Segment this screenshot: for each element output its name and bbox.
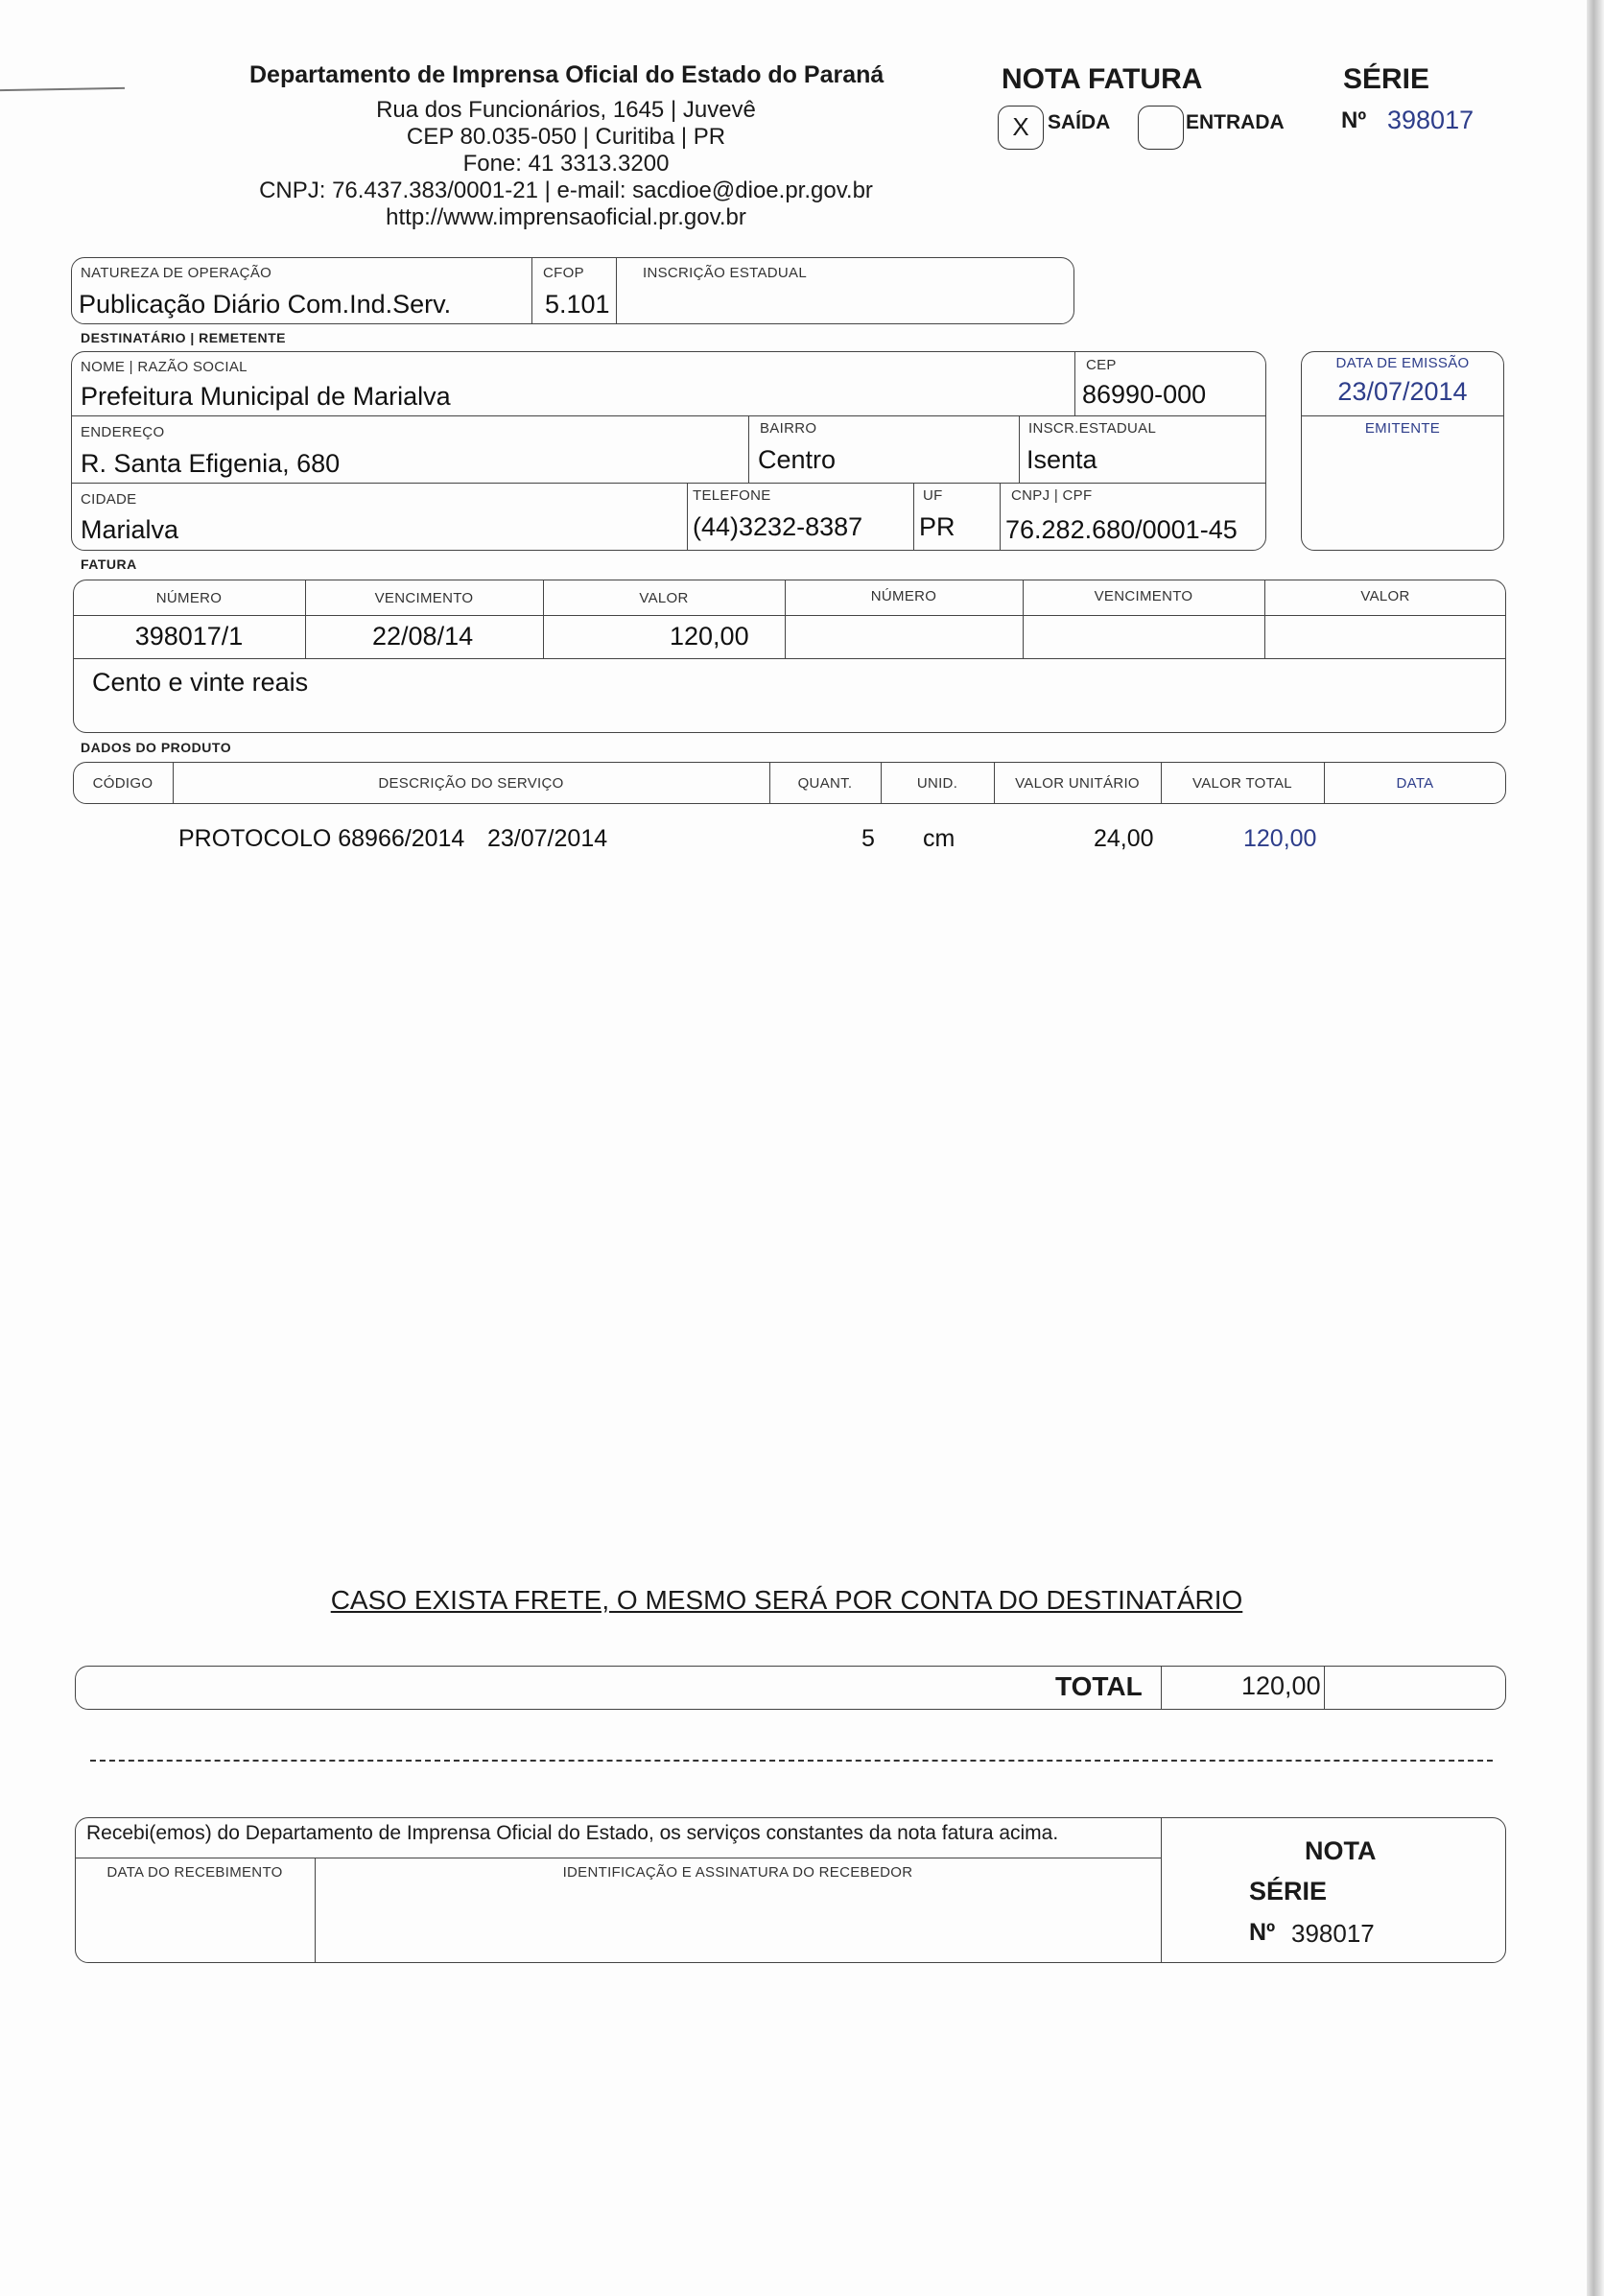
cfop-label: CFOP bbox=[543, 265, 584, 281]
entrada-label: ENTRADA bbox=[1186, 111, 1285, 133]
cut-line bbox=[90, 1760, 1493, 1762]
destinatario-title: DESTINATÁRIO | REMETENTE bbox=[81, 330, 286, 345]
fatura-header-numero-1: NÚMERO bbox=[155, 590, 223, 606]
serie-title: SÉRIE bbox=[1343, 63, 1430, 95]
produto-header-unid: UNID. bbox=[916, 775, 958, 792]
cep-value: 86990-000 bbox=[1082, 380, 1207, 409]
cfop-value: 5.101 bbox=[545, 290, 610, 319]
nome-value: Prefeitura Municipal de Marialva bbox=[81, 382, 451, 411]
recibo-data-label: DATA DO RECEBIMENTO bbox=[106, 1864, 283, 1881]
recibo-numero-value: 398017 bbox=[1291, 1919, 1375, 1948]
fatura-valor-value: 120,00 bbox=[670, 622, 749, 651]
numero-value: 398017 bbox=[1387, 106, 1474, 134]
bairro-value: Centro bbox=[758, 445, 837, 474]
produto-title: DADOS DO PRODUTO bbox=[81, 740, 232, 755]
recibo-nota-label: NOTA bbox=[1305, 1836, 1377, 1865]
cidade-label: CIDADE bbox=[81, 491, 137, 508]
emitente-label: EMITENTE bbox=[1364, 420, 1441, 437]
issuer-address: Rua dos Funcionários, 1645 | Juvevê bbox=[376, 97, 756, 123]
recibo-assinatura-label: IDENTIFICAÇÃO E ASSINATURA DO RECEBEDOR bbox=[562, 1864, 913, 1881]
natureza-label: NATUREZA DE OPERAÇÃO bbox=[81, 265, 272, 281]
recibo-numero-label: Nº bbox=[1249, 1919, 1276, 1946]
issuer-block bbox=[249, 61, 885, 231]
item-data: 23/07/2014 bbox=[487, 825, 608, 852]
produto-header-descricao: DESCRIÇÃO DO SERVIÇO bbox=[378, 775, 564, 792]
produto-header-codigo: CÓDIGO bbox=[92, 775, 153, 792]
cep-label: CEP bbox=[1086, 357, 1117, 373]
endereco-value: R. Santa Efigenia, 680 bbox=[81, 449, 341, 478]
produto-header-data: DATA bbox=[1396, 775, 1434, 792]
recibo-serie-label: SÉRIE bbox=[1249, 1877, 1328, 1905]
data-emissao-value: 23/07/2014 bbox=[1337, 377, 1468, 406]
fatura-extenso: Cento e vinte reais bbox=[92, 668, 309, 697]
uf-value: PR bbox=[919, 512, 955, 541]
saida-checkbox[interactable]: X bbox=[998, 106, 1044, 150]
fatura-header-numero-2: NÚMERO bbox=[870, 588, 937, 604]
natureza-value: Publicação Diário Com.Ind.Serv. bbox=[79, 290, 452, 319]
fatura-header-vencimento-1: VENCIMENTO bbox=[374, 590, 474, 606]
produto-header-valor-total: VALOR TOTAL bbox=[1192, 775, 1292, 792]
produto-header-valor-unitario: VALOR UNITÁRIO bbox=[1015, 775, 1140, 792]
telefone-label: TELEFONE bbox=[693, 487, 771, 504]
cnpj-value: 76.282.680/0001-45 bbox=[1005, 515, 1238, 544]
fatura-header-valor-2: VALOR bbox=[1360, 588, 1410, 604]
scan-mark bbox=[0, 87, 125, 91]
nome-label: NOME | RAZÃO SOCIAL bbox=[81, 359, 248, 375]
fatura-title: FATURA bbox=[81, 556, 137, 572]
item-descricao: PROTOCOLO 68966/2014 bbox=[178, 825, 465, 852]
issuer-cep: CEP 80.035-050 | Curitiba | PR bbox=[406, 124, 726, 150]
recibo-text: Recebi(emos) do Departamento de Imprensa Oficial do Estado, os serviços constantes da nota fatura acima. bbox=[86, 1822, 1059, 1844]
issuer-name: Departamento de Imprensa Oficial do Estado do Paraná bbox=[249, 61, 885, 88]
fatura-header-valor-1: VALOR bbox=[639, 590, 689, 606]
item-valor-unitario: 24,00 bbox=[1094, 825, 1154, 852]
doc-type-title: NOTA FATURA bbox=[1002, 63, 1203, 95]
fatura-header-vencimento-2: VENCIMENTO bbox=[1094, 588, 1193, 604]
paper-edge-shadow bbox=[1587, 0, 1604, 2296]
total-value: 120,00 bbox=[1241, 1671, 1321, 1700]
fatura-vencimento-value: 22/08/14 bbox=[372, 622, 474, 651]
inscr-value: Isenta bbox=[1026, 445, 1097, 474]
uf-label: UF bbox=[923, 487, 943, 504]
issuer-cnpj-email: CNPJ: 76.437.383/0001-21 | e-mail: sacdioe@dioe.pr.gov.br bbox=[259, 178, 873, 203]
item-valor-total: 120,00 bbox=[1243, 825, 1317, 852]
saida-label: SAÍDA bbox=[1048, 111, 1111, 133]
entrada-checkbox[interactable] bbox=[1138, 106, 1184, 150]
frete-note: CASO EXISTA FRETE, O MESMO SERÁ POR CONTA DO DESTINATÁRIO bbox=[330, 1585, 1243, 1615]
total-label: TOTAL bbox=[1055, 1671, 1143, 1701]
fatura-numero-value: 398017/1 bbox=[134, 622, 244, 651]
cidade-value: Marialva bbox=[81, 515, 179, 544]
telefone-value: (44)3232-8387 bbox=[693, 512, 863, 541]
inscricao-label: INSCRIÇÃO ESTADUAL bbox=[643, 265, 807, 281]
numero-label: Nº bbox=[1341, 107, 1367, 133]
issuer-url: http://www.imprensaoficial.pr.gov.br bbox=[386, 204, 746, 230]
cnpj-label: CNPJ | CPF bbox=[1011, 487, 1093, 504]
inscr-label: INSCR.ESTADUAL bbox=[1028, 420, 1157, 437]
bairro-label: BAIRRO bbox=[760, 420, 817, 437]
data-emissao-label: DATA DE EMISSÃO bbox=[1335, 355, 1470, 371]
endereco-label: ENDEREÇO bbox=[81, 424, 165, 440]
issuer-phone: Fone: 41 3313.3200 bbox=[462, 151, 670, 177]
item-quant: 5 bbox=[861, 825, 875, 852]
item-unid: cm bbox=[923, 825, 955, 852]
produto-header-quant: QUANT. bbox=[797, 775, 853, 792]
